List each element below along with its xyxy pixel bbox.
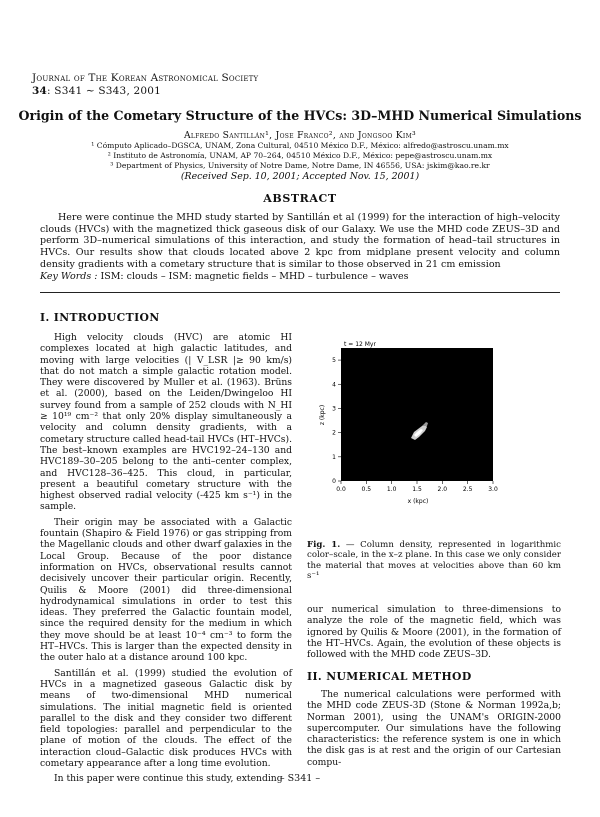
x-axis	[336, 481, 498, 493]
method-paragraph-1: The numerical calculations were performed with the MHD code ZEUS-3D (Stone & Norman 1992a,b; Norman 2001), using the UNAM's ORIGIN-2000 supercomputer. Our simulations have the following characteristics: the reference system is one in which the disk gas is at rest and the origin of our Cartesian compu-	[307, 689, 561, 768]
y-axis-label: z (kpc)	[319, 404, 326, 426]
y-tick-label: 1	[332, 453, 336, 461]
x-tick-label: 1.5	[412, 486, 422, 493]
y-tick-label: 0	[332, 478, 336, 485]
keywords-label: Key Words :	[40, 271, 98, 282]
intro-paragraph-2: Their origin may be associated with a Galactic fountain (Shapiro & Field 1976) or gas stripping from the Magellanic clouds and other dwarf galaxies in the Local Group. Because of the poor distance information on HVCs, observational results cannot decisively uncover their particular origin. Recently, Quilis & Moore (2001) did three-dimensional hydrodynamical simulations in order to test this ideas. They preferred the Galactic fountain model, since the required density for the medium in which they move should be at least 10⁻⁴ cm⁻³ to form the HT–HVCs. This is larger than the expected density in the outer halo at a distance around 100 kpc.	[40, 516, 292, 664]
plot-area	[341, 348, 493, 481]
journal-volume: 34	[32, 85, 48, 97]
keywords-list: ISM: clouds – ISM: magnetic fields – MHD – turbulence – waves	[97, 271, 409, 282]
intro-paragraph-4: In this paper were continue this study, extending	[54, 773, 283, 785]
section-2-heading: II. NUMERICAL METHOD	[307, 670, 472, 683]
affiliation-2: ² Instituto de Astronomía, UNAM, AP 70–264, 04510 México D.F., México: pepe@astroscu.unam.mx	[107, 151, 493, 160]
affiliation-1: ¹ Cómputo Aplicado–DGSCA, UNAM, Zona Cultural, 04510 México D.F., México: alfredo@astroscu.unam.mx	[91, 141, 509, 150]
y-axis	[332, 357, 341, 485]
x-tick-label: 2.5	[462, 486, 473, 493]
numerical-method-text	[307, 689, 561, 768]
author-list: Alfredo Santillán¹, Jose Franco², and Jongsoo Kim³	[183, 130, 417, 141]
y-tick-label: 5	[332, 357, 336, 365]
caption-label: Fig. 1.	[307, 540, 341, 550]
left-column	[40, 332, 292, 785]
column-density-plot	[318, 340, 508, 520]
x-tick-label: 0.5	[361, 486, 372, 493]
affiliation-3: ³ Department of Physics, University of Notre Dame, Notre Dame, IN 46556, USA: jskim@kao.re.kr	[110, 161, 490, 170]
journal-pages: S341 ∼ S343, 2001	[54, 85, 162, 97]
section-divider	[40, 292, 560, 293]
x-tick-label: 2.0	[437, 486, 448, 493]
keywords	[40, 271, 560, 282]
caption-text: — Column density, represented in logarithmic color–scale, in the x–z plane. In this case we only consider the material that moves at velocities above than 60 km s⁻¹	[307, 540, 561, 582]
x-tick-label: 1.0	[386, 486, 397, 493]
x-tick-label: 0.0	[336, 486, 346, 493]
x-axis-label: x (kpc)	[407, 498, 429, 505]
figure-caption	[307, 540, 561, 582]
right-column-text	[307, 604, 561, 660]
received-dates: (Received Sep. 10, 2001; Accepted Nov. 15, 2001)	[180, 171, 420, 182]
section-1-heading: I. INTRODUCTION	[40, 311, 160, 324]
journal-name: Journal of The Korean Astronomical Society	[32, 72, 259, 84]
page-footer: – S341 –	[279, 773, 321, 784]
x-tick-label: 3.0	[488, 486, 498, 493]
figure-1	[318, 340, 508, 520]
y-tick-label: 2	[332, 429, 336, 437]
abstract-heading: ABSTRACT	[263, 192, 337, 205]
journal-header	[32, 72, 258, 98]
y-tick-label: 3	[332, 405, 336, 413]
journal-volume-pages: 34: S341 ∼ S343, 2001	[32, 85, 162, 97]
time-label: t = 12 Myr	[344, 341, 376, 348]
intro-paragraph-3: Santillán et al. (1999) studied the evolution of HVCs in a magnetized gaseous Galactic disk by means of two-dimensional MHD numerical simulations. The initial magnetic field is oriented parallel to the disk and they consider two different field topologies: parallel and perpendicular to the plane of motion of the clouds. The effect of the interaction cloud–Galactic disk produces HVCs with cometary appearance after a long time evolution.	[40, 667, 292, 769]
intro-paragraph-1: High velocity clouds (HVC) are atomic HI complexes located at high galactic latitudes, and moving with large velocities (| V_LSR |≥ 90 km/s) that do not match a simple galactic rotation model. They were discovered by Muller et al. (1963). Brüns et al. (2000), based on the Leiden/Dwingeloo HI survey found from a sample of 252 clouds with N_HI ≥ 10¹⁹ cm⁻² that only 20% display simultaneously a velocity and column density gradients, with a cometary structure called head-tail HVCs (HT–HVCs). The best–known examples are HVC192–24–130 and HVC189–30–205 belong to the anti–center complex, and HVC128–36–425. This cloud, in particular, present a beautiful cometary structure with the highest observed radial velocity (-425 km s⁻¹) in the sample.	[40, 332, 292, 513]
paper-title: Origin of the Cometary Structure of the HVCs: 3D–MHD Numerical Simulations	[18, 108, 582, 123]
abstract-text: Here were continue the MHD study started by Santillán et al (1999) for the interaction of high–velocity clouds (HVCs) with the magnetized thick gaseous disk of our Galaxy. We use the MHD code ZEUS–3D and perform 3D–numerical simulations of this interaction, and study the formation of head–tail structures in HVCs. Our results show that clouds located above 2 kpc from midplane present velocity and column density gradients with a cometary structure that is similar to those observed in 21 cm emission	[40, 212, 560, 270]
y-tick-label: 4	[332, 381, 336, 389]
intro-paragraph-4-cont: our numerical simulation to three-dimensions to analyze the role of the magnetic field, which was ignored by Quilis & Moore (2001), in the formation of the HT–HVCs. Again, the evolution of these objects is followed with the MHD code ZEUS–3D.	[307, 604, 561, 661]
